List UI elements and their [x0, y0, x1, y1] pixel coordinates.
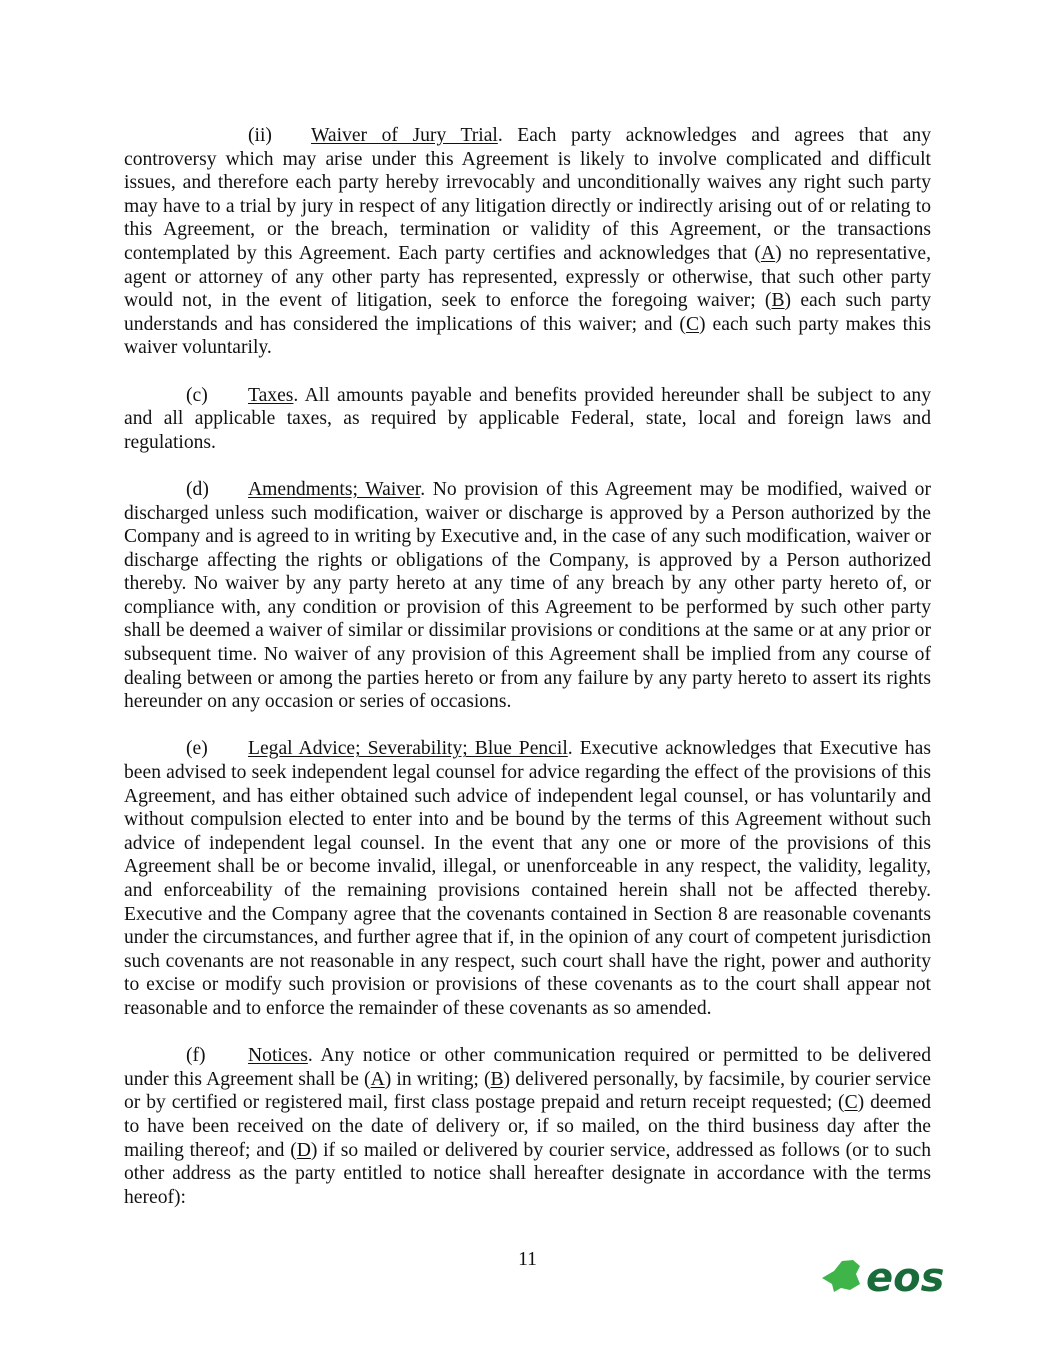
paragraph-text: ) each such party makes this waiver voluntarily.	[124, 313, 931, 359]
paragraph-text: ) deemed to have been received on the date of delivery or, if so mailed, on the third business day after the mailing thereof; and (	[124, 1092, 931, 1161]
paragraph-marker: (c)	[186, 384, 208, 406]
section-heading: Legal Advice; Severability; Blue Pencil	[248, 738, 568, 760]
section-heading: Taxes	[248, 384, 294, 406]
paragraph-text: . Each party acknowledges and agrees that any controversy which may arise under this Agreement is likely to involve complicated and difficult issues, and therefore each party hereby irrevocably and unconditionally waives any right such party may have to a trial by jury in respect of any litigation directly or indirectly arising out of or relating to this Agreement, or the breach, termination or validity of this Agreement, or the transactions contemplated by this Agreement. Each party certifies and acknowledges that (	[124, 125, 931, 264]
document-body	[124, 124, 931, 1233]
paragraph-marker: (d)	[186, 478, 209, 500]
leaf-arrow-icon	[822, 1260, 860, 1292]
list-letter: B	[490, 1068, 504, 1090]
paragraph-text: ) if so mailed or delivered by courier service, addressed as follows (or to such other address as the party entitled to notice shall hereafter designate in accordance with the terms hereof):	[124, 1139, 931, 1208]
section-heading: Notices	[248, 1045, 308, 1067]
paragraph-text: ) no representative, agent or attorney of any other party has represented, expressly or otherwise, that such other party would not, in the event of litigation, seek to enforce the foregoing waiver; (	[124, 242, 931, 312]
paragraph-marker: (f)	[186, 1045, 206, 1067]
eos-logo	[820, 1252, 960, 1300]
paragraph-text: ) each such party understands and has considered the implications of this waiver; and (	[124, 290, 931, 335]
paragraph-text: . All amounts payable and benefits provided hereunder shall be subject to any and all applicable taxes, as required by applicable Federal, state, local and foreign laws and regulations.	[124, 384, 931, 453]
paragraph-c-taxes	[124, 384, 931, 455]
paragraph-ii-waiver-of-jury-trial	[124, 124, 931, 360]
paragraph-marker: (e)	[186, 738, 208, 760]
logo-text: eos	[866, 1255, 945, 1300]
list-letter: A	[760, 242, 776, 264]
section-heading: Waiver of Jury Trial	[311, 125, 498, 146]
paragraph-text: . Executive acknowledges that Executive has been advised to seek independent legal counsel for advice regarding the effect of the provisions of this Agreement, and has either obtained such advice of independent legal counsel, or has voluntarily and without compulsion elected to enter into and be bound by the terms of this Agreement without such advice of independent legal counsel. In the event that any one or more of the provisions of this Agreement shall be or become invalid, illegal, or unenforceable in any respect, the validity, legality, and enforceability of the remaining provisions contained herein shall not be affected thereby. Executive and the Company agree that the covenants contained in Section 8 are reasonable covenants under the circumstances, and further agree that if, in the opinion of any court of competent jurisdiction such covenants are not reasonable in any respect, such court shall have the right, power and authority to excise or modify such provision or provisions of these covenants as to the court shall appear not reasonable and to enforce the remainder of these covenants as so amended.	[124, 738, 931, 1019]
paragraph-e-legal-advice	[124, 737, 931, 1020]
list-letter: B	[771, 290, 785, 312]
list-letter: C	[685, 313, 700, 335]
section-heading: Amendments; Waiver	[248, 478, 421, 500]
paragraph-text: ) in writing; (	[384, 1068, 491, 1090]
list-letter: D	[296, 1139, 311, 1161]
paragraph-text: ) delivered personally, by facsimile, by courier service or by certified or registered mail, first class postage prepaid and return receipt requested; (	[124, 1068, 931, 1114]
paragraph-f-notices	[124, 1044, 931, 1209]
paragraph-text: . No provision of this Agreement may be modified, waived or discharged unless such modification, waiver or discharge is approved by a Person authorized by the Company and is agreed to in writing by Executive and, in the case of any such modification, waiver or discharge affecting the rights or obligations of the Company, is approved by a Person authorized thereby. No waiver by any party hereto at any time of any breach by any other party hereto of, or compliance with, any condition or provision of this Agreement to be performed by such other party shall be deemed a waiver of similar or dissimilar provisions or conditions at the same or at any prior or subsequent time. No waiver of any provision of this Agreement shall be implied from any course of dealing between or among the parties hereto or from any failure by any party hereto to assert its rights hereunder on any occasion or series of occasions.	[124, 478, 931, 713]
paragraph-text: . Any notice or other communication required or permitted to be delivered under this Agreement shall be (	[124, 1045, 931, 1090]
paragraph-marker: (ii)	[248, 125, 272, 146]
paragraph-d-amendments-waiver	[124, 478, 931, 714]
page-number: 11	[518, 1249, 537, 1270]
list-letter: C	[844, 1092, 858, 1114]
list-letter: A	[370, 1068, 385, 1090]
